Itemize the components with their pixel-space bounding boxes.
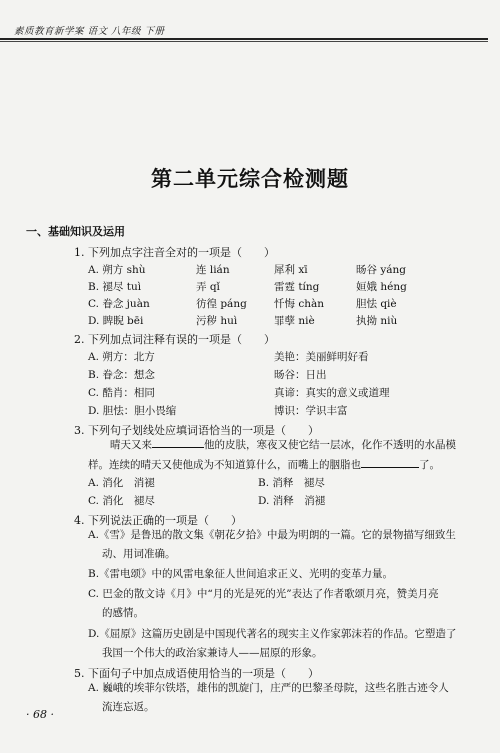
q2-b-2: 旸谷：日出 (274, 369, 327, 381)
q1-d-3: 罪孽 niè (274, 315, 315, 327)
q4-option-c (88, 585, 488, 623)
q1-a-4: 旸谷 yáng (356, 264, 407, 276)
q4-option-a (88, 526, 488, 564)
q3-blank-2 (361, 467, 419, 468)
q2-a-2: 美艳：美丽鲜明好看 (274, 351, 369, 363)
q3-line-1 (110, 436, 490, 455)
q1-b-3: 雷霆 tíng (274, 281, 320, 293)
q1-c-3: 忏悔 chàn (274, 298, 325, 310)
q1-a-3: 犀利 xī (274, 264, 308, 276)
q1-c-1: C. 眷念 juàn (88, 298, 150, 310)
q4-option-d (88, 625, 488, 663)
q1-b-1: B. 褪尽 tuì (88, 281, 142, 293)
q1-row-d (88, 313, 488, 329)
q1-a-2: 连 lián (196, 264, 230, 276)
q4-option-b: B.《雷电颂》中的风雷电象征人世间追求正义、光明的变革力量。 (88, 568, 394, 580)
q1-c-4: 胆怯 qiè (356, 298, 397, 310)
q1-d-4: 执拗 niù (356, 315, 398, 327)
question-4-stem: 4. 下列说法正确的一项是（ ） (74, 514, 242, 527)
q1-row-b (88, 279, 488, 295)
page-title: 第二单元综合检测题 (151, 167, 349, 191)
page-number: · 68 · (26, 708, 54, 721)
q4-a-line2: 动、用词准确。 (102, 548, 176, 560)
q3-line2-end: 了。 (419, 459, 440, 471)
header-text: 素质教育新学案 语文 八年级 下册 (14, 26, 165, 37)
header-rule-thin (0, 41, 488, 42)
q5-option-a (88, 679, 488, 717)
q3-line1-end: 他的皮肤，寒夜又使它结一层冰，化作不透明的水晶模 (204, 439, 456, 451)
q2-row-c (88, 385, 488, 401)
q4-d-line2: 我国一个伟大的政治家兼诗人——屈原的形象。 (102, 647, 323, 659)
section-heading: 一、基础知识及运用 (26, 225, 125, 238)
question-2-stem: 2. 下列加点词注释有误的一项是（ ） (74, 333, 275, 346)
q4-a-line1: A.《雪》是鲁迅的散文集《朝花夕拾》中最为明朗的一篇。它的景物描写细致生 (88, 529, 456, 541)
q4-c-line1: C. 巴金的散文诗《月》中“月的光是死的光”表达了作者歌颂月亮，赞美月亮 (88, 588, 439, 600)
q1-d-1: D. 睥睨 bēi (88, 315, 144, 327)
q3-line-2 (88, 456, 488, 475)
q3-option-d: D. 消释 消褪 (258, 495, 326, 507)
q1-row-c (88, 296, 488, 312)
q3-option-a: A. 消化 消褪 (88, 477, 155, 489)
q1-a-1: A. 朔方 shù (88, 264, 146, 276)
q3-line1-start: 晴天又来 (110, 439, 152, 451)
q4-d-line1: D.《屈原》这篇历史剧是中国现代著名的现实主义作家郭沫若的作品。它塑造了 (88, 628, 457, 640)
q2-c-2: 真谛：真实的意义或道理 (274, 387, 390, 399)
q3-options-row-1 (88, 475, 488, 491)
q1-d-2: 污秽 huì (196, 315, 238, 327)
q1-b-2: 弄 qǐ (196, 281, 220, 293)
q2-row-b (88, 367, 488, 383)
q5-a-line2: 流连忘返。 (102, 701, 155, 713)
page-header (0, 0, 500, 44)
q2-c-1: C. 酷肖：相同 (88, 387, 155, 399)
q2-d-2: 博识：学识丰富 (274, 405, 348, 417)
header-rule (0, 38, 488, 40)
q2-b-1: B. 眷念：想念 (88, 369, 155, 381)
q2-row-d (88, 403, 488, 419)
q4-c-line2: 的感情。 (102, 607, 144, 619)
question-1-stem: 1. 下列加点字注音全对的一项是（ ） (74, 246, 275, 259)
q2-d-1: D. 胆怯：胆小畏缩 (88, 405, 177, 417)
q3-option-c: C. 消化 褪尽 (88, 495, 155, 507)
q3-blank-1 (152, 447, 204, 448)
q3-options-row-2 (88, 493, 488, 509)
q3-option-b: B. 消释 褪尽 (258, 477, 325, 489)
question-5-stem: 5. 下面句子中加点成语使用恰当的一项是（ ） (74, 667, 319, 680)
q1-b-4: 姮娥 héng (356, 281, 407, 293)
question-3-stem: 3. 下列句子划线处应填词语恰当的一项是（ ） (74, 424, 319, 437)
q3-line2-start: 样。连续的晴天又使他成为不知道算什么，而嘴上的胭脂也 (88, 459, 361, 471)
q1-row-a (88, 262, 488, 278)
q2-a-1: A. 朔方：北方 (88, 351, 155, 363)
q1-c-2: 彷徨 páng (196, 298, 247, 310)
q2-row-a (88, 349, 488, 365)
q5-a-line1: A. 巍峨的埃菲尔铁塔，雄伟的凯旋门，庄严的巴黎圣母院，这些名胜古迹令人 (88, 682, 449, 694)
